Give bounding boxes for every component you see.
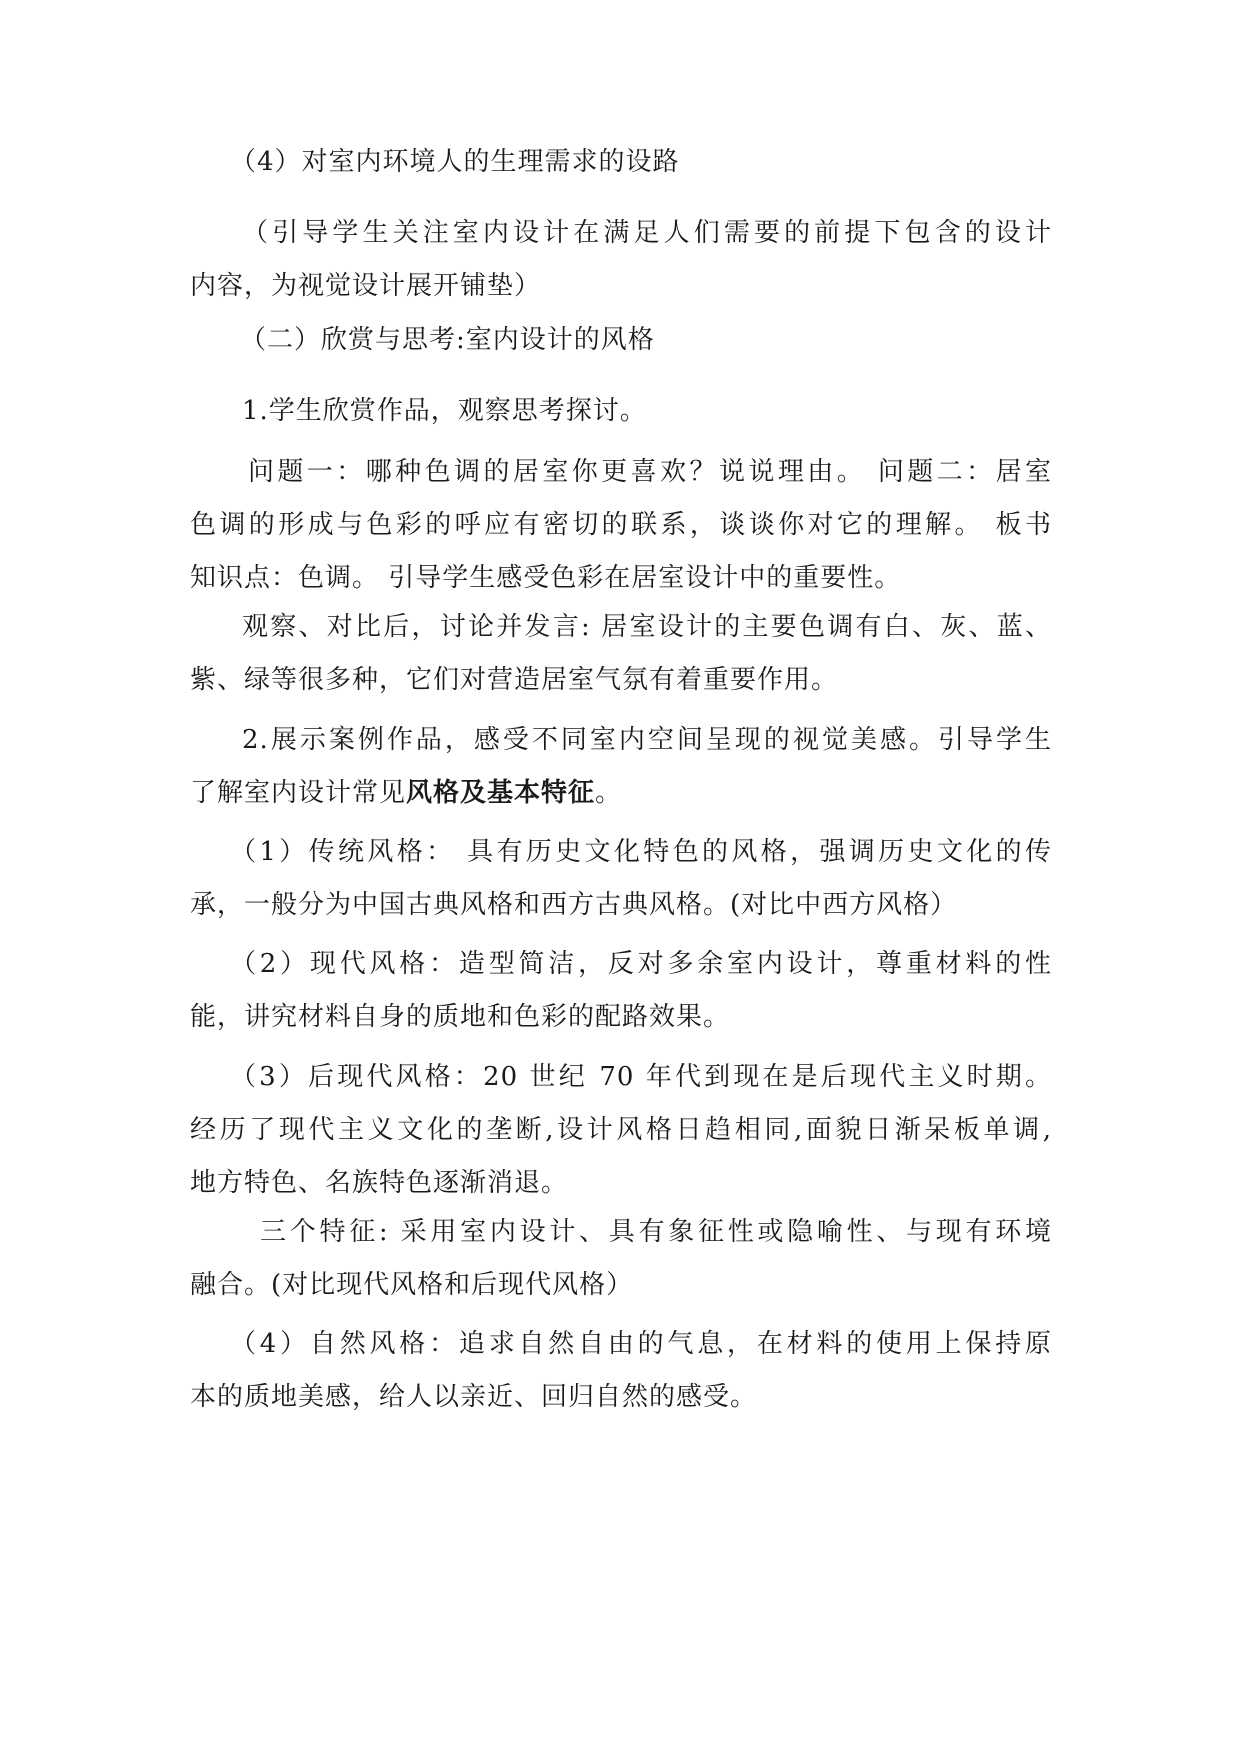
paragraph-three-features bbox=[190, 1206, 1052, 1312]
text-line: （2）现代风格：造型简洁，反对多余室内设计，尊重材料的性 bbox=[230, 949, 1052, 979]
paragraph-natural-style bbox=[190, 1318, 1052, 1424]
paragraph-postmodern-style bbox=[190, 1051, 1052, 1210]
text-line: （二）欣赏与思考:室内设计的风格 bbox=[240, 325, 655, 355]
text-line bbox=[190, 767, 1052, 820]
text-line: 能，讲究材料自身的质地和色彩的配路效果。 bbox=[190, 1002, 731, 1032]
text-line: 问题一：哪种色调的居室你更喜欢？说说理由。 问题二：居室 bbox=[248, 457, 1052, 487]
paragraph-observation bbox=[190, 601, 1052, 707]
bold-text: 风格及基本特征 bbox=[406, 778, 596, 808]
text-line: 经历了现代主义文化的垄断,设计风格日趋相同,面貌日渐呆板单调, bbox=[190, 1115, 1052, 1145]
text-suffix: 。 bbox=[595, 778, 623, 808]
text-line: （1）传统风格： 具有历史文化特色的风格，强调历史文化的传 bbox=[230, 837, 1052, 867]
text-line: （4）自然风格：追求自然自由的气息，在材料的使用上保持原 bbox=[230, 1329, 1052, 1359]
text-line: 本的质地美感，给人以亲近、回归自然的感受。 bbox=[190, 1382, 758, 1412]
text-line: 观察、对比后，讨论并发言: 居室设计的主要色调有白、灰、蓝、 bbox=[242, 612, 1052, 642]
text-line: 紫、绿等很多种，它们对营造居室气氛有着重要作用。 bbox=[190, 665, 839, 695]
text-line: 地方特色、名族特色逐渐消退。 bbox=[190, 1168, 569, 1198]
text-line: （3）后现代风格：20 世纪 70 年代到现在是后现代主义时期。 bbox=[230, 1062, 1052, 1092]
text-line: 1.学生欣赏作品，观察思考探讨。 bbox=[242, 396, 647, 426]
paragraph-modern-style bbox=[190, 938, 1052, 1044]
paragraph-physiological-needs bbox=[190, 136, 1052, 189]
text-line: （4）对室内环境人的生理需求的设路 bbox=[230, 147, 680, 177]
paragraph-item-2 bbox=[190, 714, 1052, 820]
text-line: 融合。(对比现代风格和后现代风格） bbox=[190, 1270, 634, 1300]
text-line: 承，一般分为中国古典风格和西方古典风格。(对比中西方风格） bbox=[190, 890, 958, 920]
text-line: （引导学生关注室内设计在满足人们需要的前提下包含的设计 bbox=[242, 218, 1052, 248]
text-prefix: 了解室内设计常见 bbox=[190, 778, 407, 808]
text-line: 内容，为视觉设计展开铺垫） bbox=[190, 271, 542, 301]
section-heading-appreciation bbox=[190, 314, 1052, 367]
text-line: 2.展示案例作品，感受不同室内空间呈现的视觉美感。引导学生 bbox=[242, 725, 1052, 755]
paragraph-questions bbox=[190, 446, 1052, 605]
paragraph-guide-note bbox=[190, 207, 1052, 313]
text-line: 三个特征: 采用室内设计、具有象征性或隐喻性、与现有环境 bbox=[260, 1217, 1052, 1247]
paragraph-item-1 bbox=[190, 385, 1052, 438]
paragraph-traditional-style bbox=[190, 826, 1052, 932]
text-line: 知识点：色调。 引导学生感受色彩在居室设计中的重要性。 bbox=[190, 563, 902, 593]
text-line: 色调的形成与色彩的呼应有密切的联系，谈谈你对它的理解。 板书 bbox=[190, 510, 1052, 540]
